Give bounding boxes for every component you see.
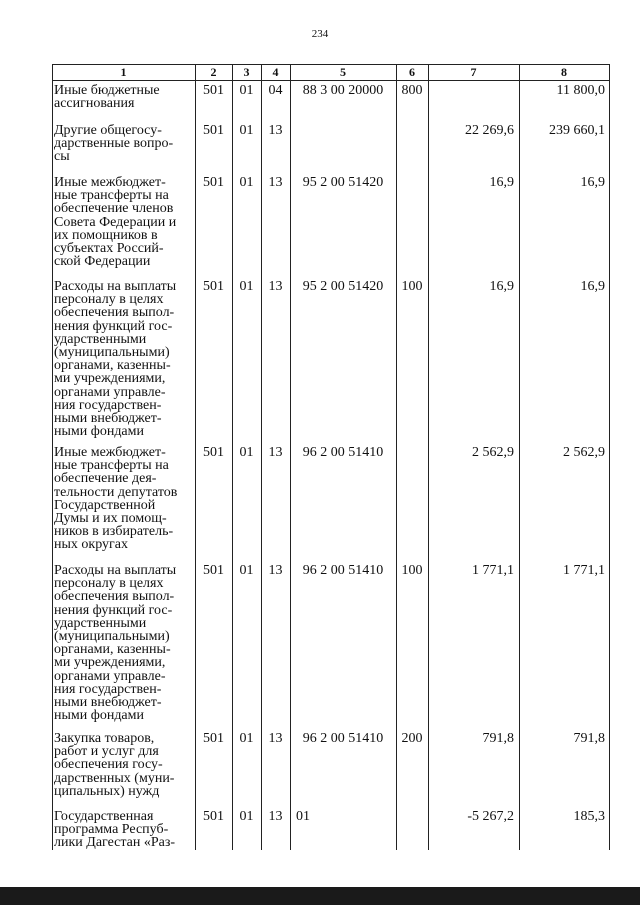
- column-header: 6: [409, 65, 415, 79]
- row-amount-8: 16,9: [580, 175, 605, 190]
- row-code-3: 01: [239, 123, 254, 138]
- row-code-5: 01: [296, 809, 310, 824]
- row-amount-7: 1 771,1: [472, 563, 514, 578]
- row-code-2: 501: [203, 809, 224, 824]
- row-code-3: 01: [239, 445, 254, 460]
- row-amount-7: 791,8: [482, 731, 514, 746]
- row-code-4: 13: [268, 563, 283, 578]
- row-name: Иные бюджетные ассигнования: [54, 83, 160, 112]
- column-header: 2: [210, 65, 217, 79]
- row-amount-8: 2 562,9: [563, 445, 605, 460]
- row-code-5: 95 2 00 51420: [302, 279, 384, 294]
- row-code-4: 13: [268, 731, 283, 746]
- row-amount-7: -5 267,2: [467, 809, 514, 824]
- column-divider: [52, 64, 53, 850]
- row-name: Расходы на выплаты персоналу в целях обеспечения выпол- нения функций гос- ударственными (муниципальными) органами, казенны- ми учреждениями, органами управле- ния государствен- ными внебюджет- ными фондами: [54, 279, 177, 440]
- row-code-2: 501: [203, 445, 224, 460]
- row-code-3: 01: [239, 279, 254, 294]
- row-code-2: 501: [203, 563, 224, 578]
- row-name: Государственная программа Респуб- лики Дагестан «Раз-: [54, 809, 176, 851]
- row-code-2: 501: [203, 123, 224, 138]
- row-code-5: 96 2 00 51410: [302, 445, 384, 460]
- row-code-5: 96 2 00 51410: [302, 563, 384, 578]
- row-amount-8: 185,3: [573, 809, 605, 824]
- row-code-3: 01: [239, 731, 254, 746]
- row-code-6: 100: [401, 279, 423, 294]
- row-amount-8: 239 660,1: [549, 123, 605, 138]
- row-amount-8: 1 771,1: [563, 563, 605, 578]
- row-name: Закупка товаров, работ и услуг для обеспечения госу- дарственных (муни- ципальных) нужд: [54, 731, 175, 799]
- row-name: Иные межбюджет- ные трансферты на обеспечение членов Совета Федерации и их помощников в субъектах Россий- ской Федерации: [54, 175, 177, 270]
- row-code-4: 13: [268, 445, 283, 460]
- column-header: 3: [243, 65, 250, 79]
- scan-edge-bar: [0, 887, 640, 905]
- row-code-4: 13: [268, 123, 283, 138]
- row-amount-7: 2 562,9: [472, 445, 514, 460]
- row-code-4: 13: [268, 175, 283, 190]
- row-code-5: 95 2 00 51420: [302, 175, 384, 190]
- row-code-6: 100: [401, 563, 423, 578]
- row-code-2: 501: [203, 731, 224, 746]
- row-amount-7: 16,9: [489, 279, 514, 294]
- row-code-3: 01: [239, 175, 254, 190]
- row-code-4: 13: [268, 279, 283, 294]
- row-code-4: 04: [268, 83, 283, 98]
- column-header: 4: [272, 65, 279, 79]
- row-amount-7: 16,9: [489, 175, 514, 190]
- row-name: Другие общегосу- дарственные вопро- сы: [54, 123, 174, 165]
- row-code-2: 501: [203, 279, 224, 294]
- page-number: 234: [311, 28, 329, 40]
- budget-table: [52, 64, 610, 850]
- row-amount-8: 791,8: [573, 731, 605, 746]
- row-code-5: 88 3 00 20000: [302, 83, 384, 98]
- table-top-border: [52, 64, 610, 65]
- row-code-2: 501: [203, 83, 224, 98]
- row-amount-8: 11 800,0: [556, 83, 605, 98]
- row-code-3: 01: [239, 83, 254, 98]
- row-code-4: 13: [268, 809, 283, 824]
- row-name: Иные межбюджет- ные трансферты на обеспечение дея- тельности депутатов Государственной Думы и их помощ- ников в избиратель- ных округах: [54, 445, 178, 553]
- column-header: 1: [120, 65, 127, 79]
- header-bottom-border: [52, 80, 610, 81]
- row-name: Расходы на выплаты персоналу в целях обеспечения выпол- нения функций гос- ударственными (муниципальными) органами, казенны- ми учреждениями, органами управле- ния государствен- ными внебюджет- ными фондами: [54, 563, 177, 724]
- column-divider: [609, 64, 610, 850]
- row-code-5: 96 2 00 51410: [302, 731, 384, 746]
- row-amount-7: 22 269,6: [465, 123, 514, 138]
- column-header: 8: [561, 65, 567, 79]
- row-code-6: 200: [401, 731, 423, 746]
- row-code-6: 800: [401, 83, 423, 98]
- row-code-3: 01: [239, 563, 254, 578]
- column-header: 5: [340, 65, 346, 79]
- row-code-3: 01: [239, 809, 254, 824]
- row-amount-8: 16,9: [580, 279, 605, 294]
- column-header: 7: [470, 65, 477, 79]
- row-code-2: 501: [203, 175, 224, 190]
